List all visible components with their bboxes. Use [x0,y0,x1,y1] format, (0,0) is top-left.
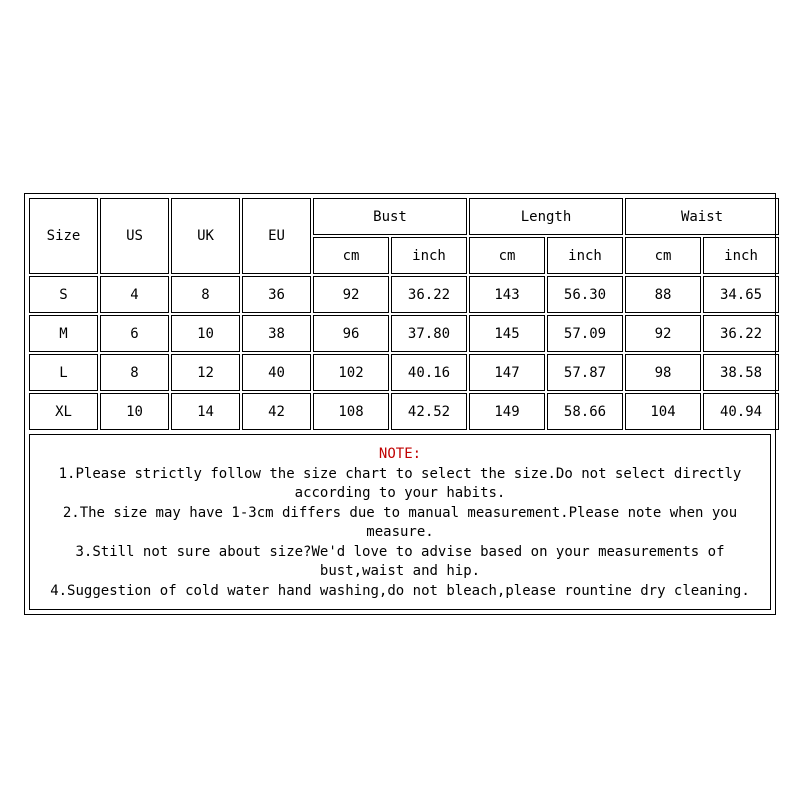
unit-waist-cm: cm [625,237,701,274]
header-row [29,198,779,235]
cell-size: S [29,276,98,313]
header-us: US [100,198,169,274]
unit-bust-cm: cm [313,237,389,274]
header-bust: Bust [313,198,467,235]
unit-waist-inch: inch [703,237,779,274]
cell-us: 10 [100,393,169,430]
cell-waist-inch: 38.58 [703,354,779,391]
cell-length-inch: 58.66 [547,393,623,430]
cell-waist-inch: 36.22 [703,315,779,352]
cell-eu: 42 [242,393,311,430]
table-row [29,315,779,352]
cell-waist-inch: 34.65 [703,276,779,313]
size-chart [24,193,776,615]
cell-waist-cm: 98 [625,354,701,391]
cell-eu: 36 [242,276,311,313]
notes-box [29,434,771,610]
cell-length-inch: 57.09 [547,315,623,352]
cell-eu: 38 [242,315,311,352]
cell-eu: 40 [242,354,311,391]
cell-us: 4 [100,276,169,313]
cell-size: L [29,354,98,391]
cell-length-cm: 145 [469,315,545,352]
table-row [29,276,779,313]
header-length: Length [469,198,623,235]
size-table [27,196,781,432]
header-waist: Waist [625,198,779,235]
note-line-4: 4.Suggestion of cold water hand washing,do not bleach,please rountine dry cleaning. [50,582,750,599]
cell-us: 6 [100,315,169,352]
cell-length-cm: 149 [469,393,545,430]
unit-length-cm: cm [469,237,545,274]
cell-us: 8 [100,354,169,391]
cell-length-cm: 147 [469,354,545,391]
cell-waist-cm: 88 [625,276,701,313]
header-uk: UK [171,198,240,274]
unit-length-inch: inch [547,237,623,274]
cell-bust-cm: 102 [313,354,389,391]
cell-bust-inch: 40.16 [391,354,467,391]
table-row [29,354,779,391]
cell-bust-inch: 37.80 [391,315,467,352]
cell-bust-cm: 92 [313,276,389,313]
cell-bust-cm: 96 [313,315,389,352]
cell-bust-cm: 108 [313,393,389,430]
note-line-3: 3.Still not sure about size?We'd love to advise based on your measurements of bust,waist and hip. [75,543,725,579]
cell-size: M [29,315,98,352]
cell-uk: 12 [171,354,240,391]
cell-waist-cm: 92 [625,315,701,352]
cell-uk: 10 [171,315,240,352]
note-title: NOTE: [378,446,422,462]
cell-uk: 8 [171,276,240,313]
table-row [29,393,779,430]
unit-bust-inch: inch [391,237,467,274]
cell-bust-inch: 36.22 [391,276,467,313]
cell-waist-cm: 104 [625,393,701,430]
header-eu: EU [242,198,311,274]
cell-length-inch: 56.30 [547,276,623,313]
cell-size: XL [29,393,98,430]
note-line-1: 1.Please strictly follow the size chart to select the size.Do not select directly according to your habits. [58,465,742,501]
cell-length-cm: 143 [469,276,545,313]
cell-uk: 14 [171,393,240,430]
cell-bust-inch: 42.52 [391,393,467,430]
cell-waist-inch: 40.94 [703,393,779,430]
cell-length-inch: 57.87 [547,354,623,391]
header-size: Size [29,198,98,274]
note-line-2: 2.The size may have 1-3cm differs due to manual measurement.Please note when you measure. [62,504,738,540]
